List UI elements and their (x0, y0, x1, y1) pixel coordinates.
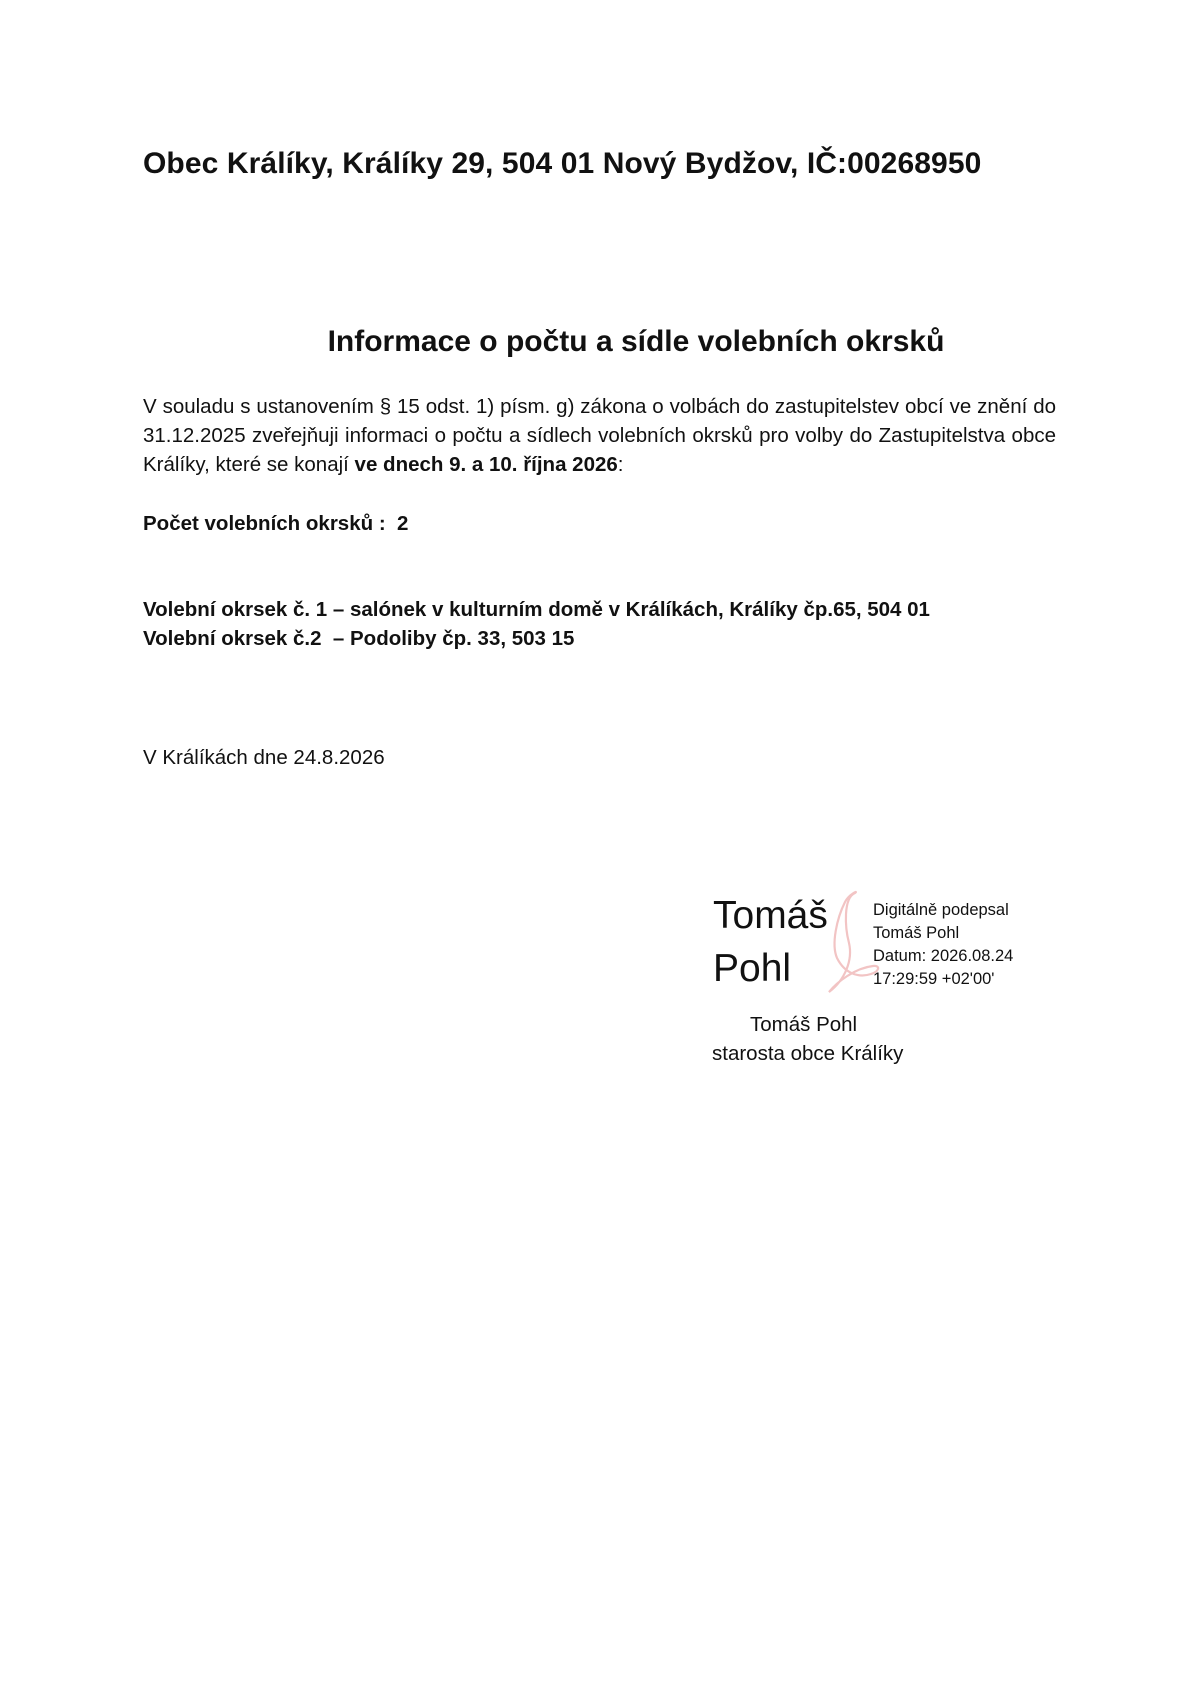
district-item-2: Volební okrsek č.2 – Podoliby čp. 33, 503 15 (143, 627, 575, 650)
signature-info-line: Datum: 2026.08.24 (873, 947, 1014, 965)
intro-paragraph (143, 392, 1056, 479)
district-item-1: Volební okrsek č. 1 – salónek v kulturním domě v Králíkách, Králíky čp.65, 504 01 (143, 598, 930, 621)
signature-info-line: Digitálně podepsal (873, 901, 1009, 919)
intro-text: V souladu s ustanovením § 15 odst. 1) písm. g) zákona o volbách do zastupitelstev obcí ve znění do 31.12.2025 zveřejňuji informaci o počtu a sídlech volebních okrsků pro volby do Zastupitelstva obce Králíky, které se konají (143, 395, 1056, 476)
signature-info-line: Tomáš Pohl (873, 924, 960, 942)
signer-role: starosta obce Králíky (712, 1042, 904, 1065)
election-dates: ve dnech 9. a 10. října 2026 (354, 453, 618, 476)
signature-info (873, 899, 1013, 991)
intro-end: : (617, 453, 624, 476)
signature-info-line: 17:29:59 +02'00' (873, 970, 995, 988)
signature-name-first: Tomáš (713, 894, 828, 937)
signer-name: Tomáš Pohl (750, 1013, 858, 1036)
document-title: Informace o počtu a sídle volebních okrsků (327, 325, 945, 358)
place-and-date: V Králíkách dne 24.8.2026 (143, 746, 385, 769)
signature-name-last: Pohl (713, 947, 792, 990)
district-count: Počet volebních okrsků : 2 (143, 512, 409, 535)
organization-header: Obec Králíky, Králíky 29, 504 01 Nový Bydžov, IČ:00268950 (143, 147, 982, 180)
